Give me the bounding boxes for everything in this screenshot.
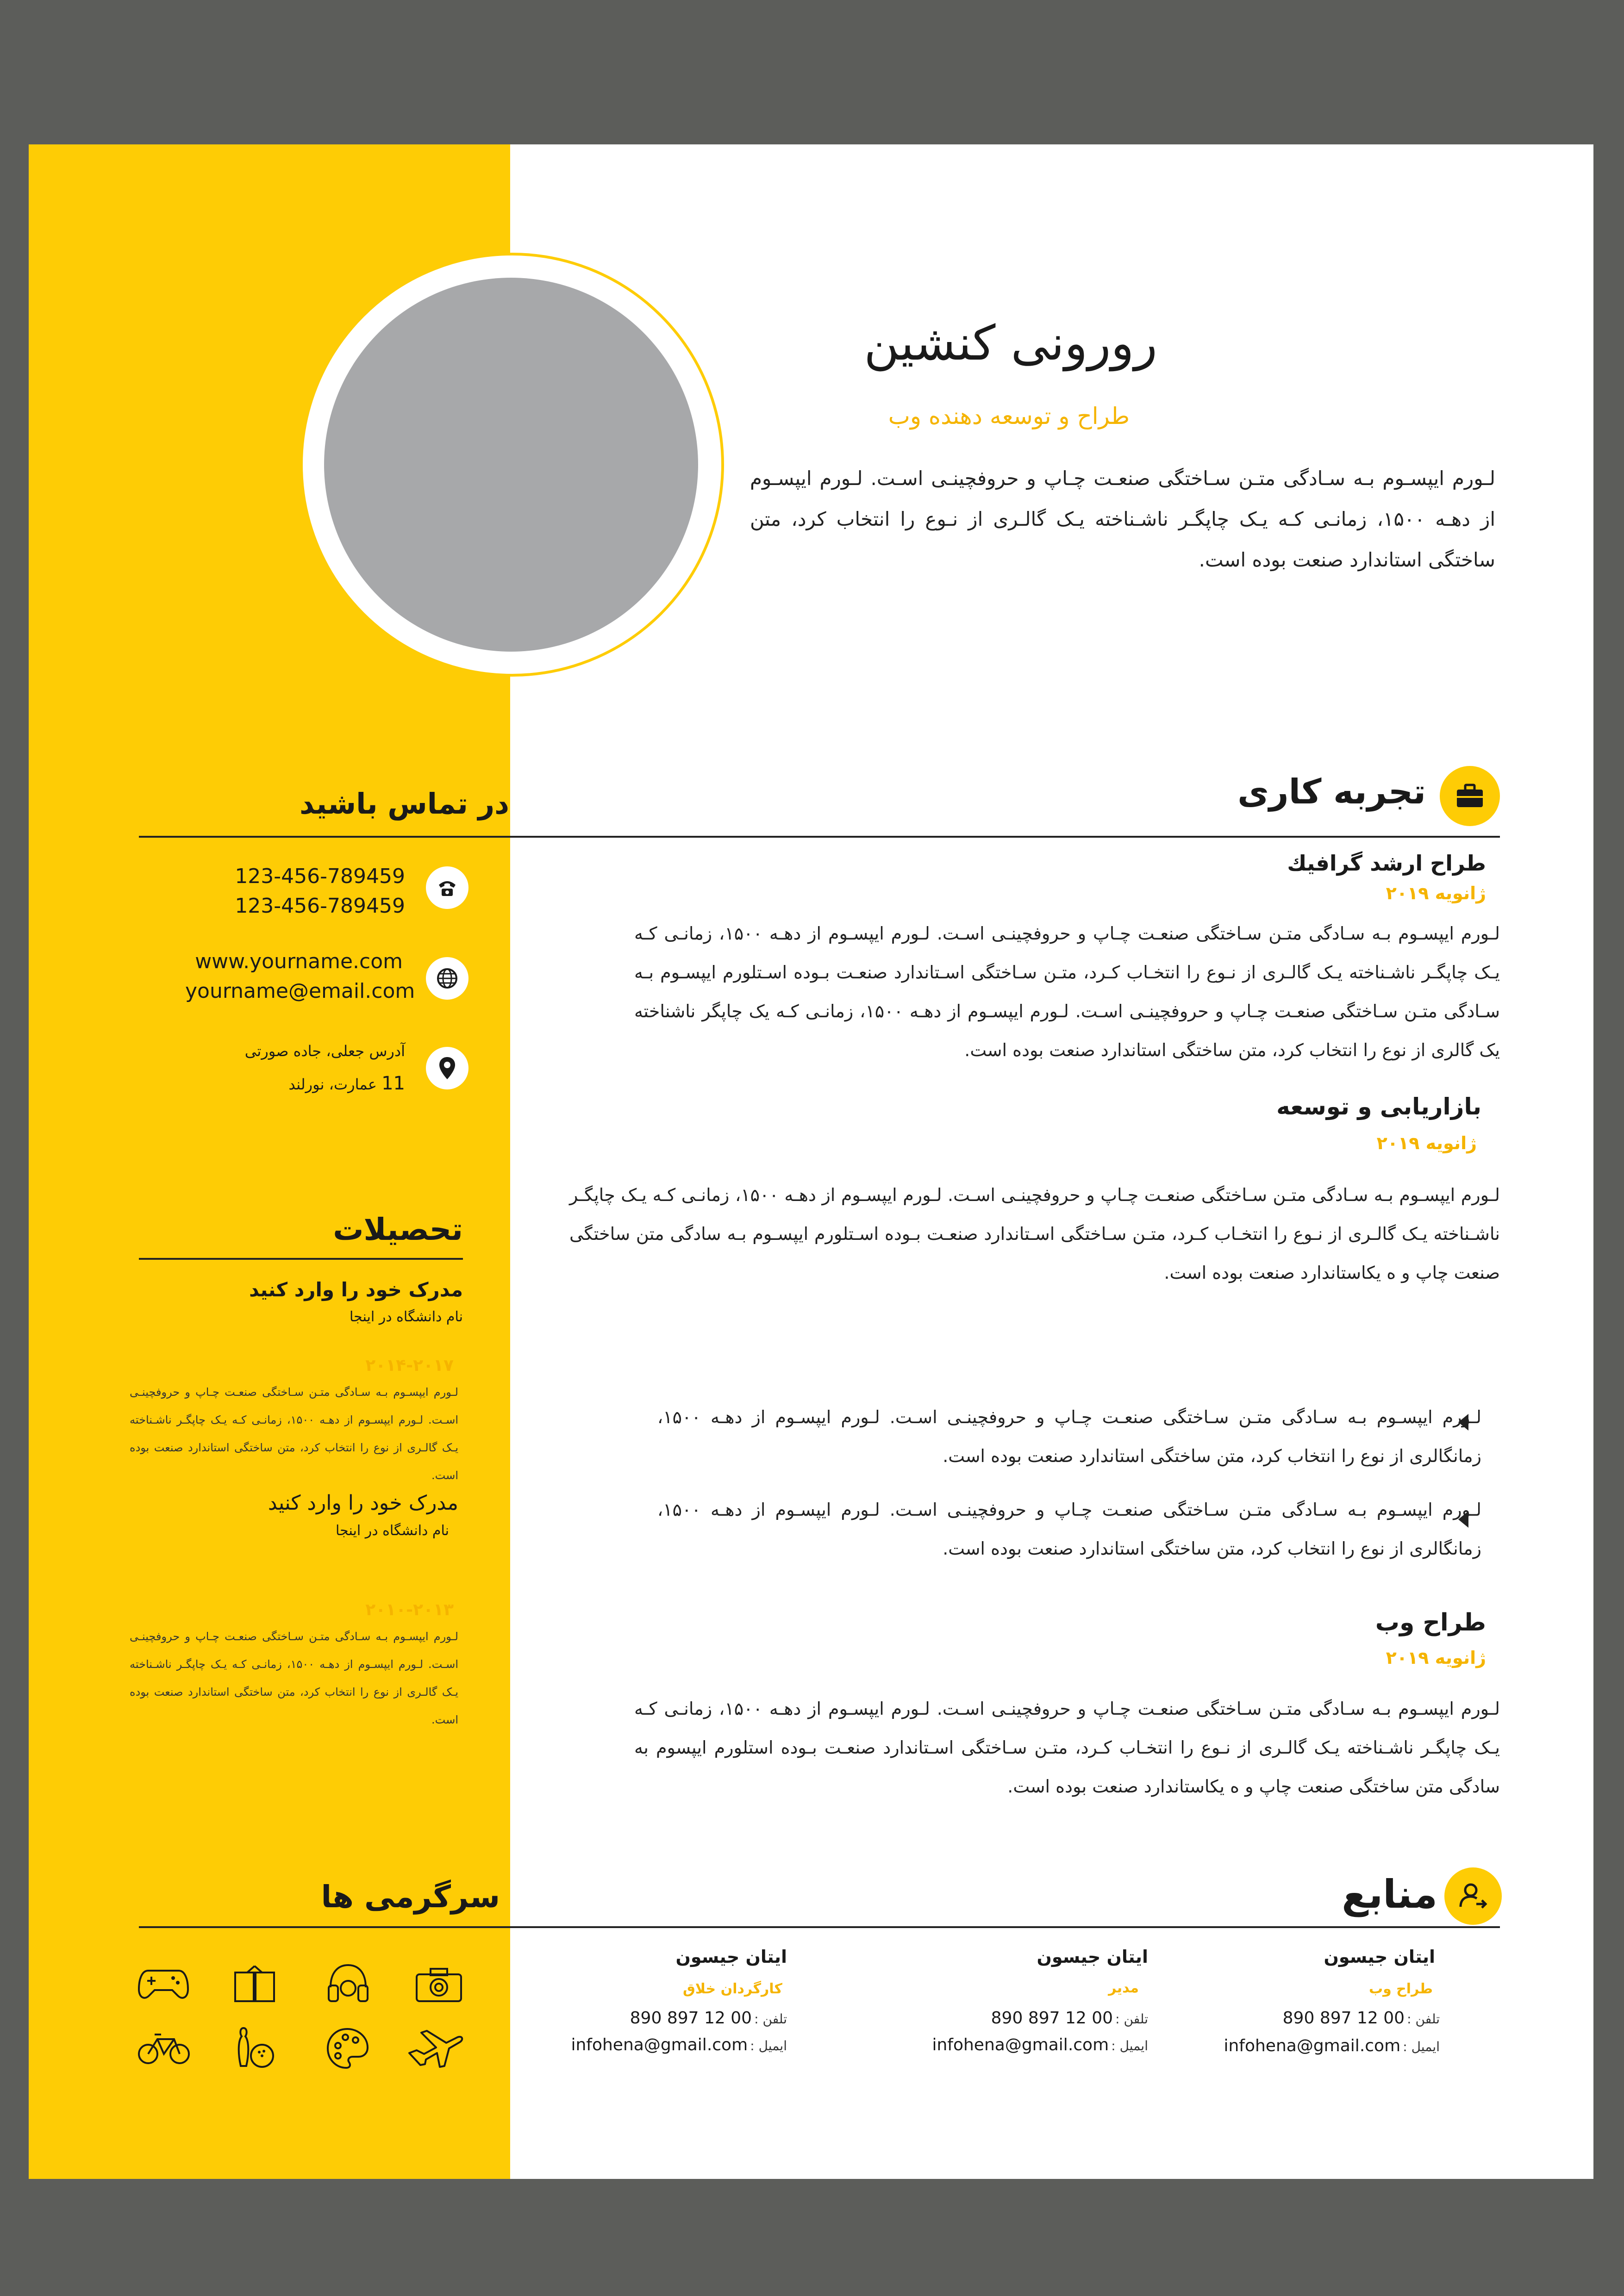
ref-1-phone-row: [1204, 2009, 1440, 2028]
education-divider: [139, 1258, 463, 1260]
ref-1-role: طراح وب: [1368, 1981, 1433, 1997]
camera-icon: [415, 1967, 463, 2003]
email-label: ایمیل :: [1403, 2039, 1440, 2054]
phone-2[interactable]: 123-456-789459: [235, 894, 405, 918]
ref-1-phone[interactable]: 890 897 12 00: [1282, 2009, 1405, 2028]
address-line-1: آدرس جعلی، جاده صورتی: [244, 1042, 405, 1060]
ref-2-role: مدیر: [1108, 1980, 1139, 1996]
job-2-text: لـورم ایپسـوم بـه سـادگی متـن سـاختگی صنعـت چـاپ و حروفچینـی اسـت. لـورم ایپسـوم از دهـه ۱۵۰۰، زمانـی کـه یـک چاپگـر ناشـناخته یـک گالـری از نـوع را انتخـاب کـرد، متـن سـاختگی اسـتاندارد صنعـت بـوده اسـتلورم ایپسـوم بـه سادگی متن ساختگی صنعت چاپ و ه یکاستاندارد صنعت بوده است.: [569, 1185, 1500, 1283]
phone-label: تلفن :: [1407, 2011, 1440, 2027]
bottom-divider: [139, 1926, 1500, 1928]
experience-heading: تجربه کاری: [1237, 772, 1426, 812]
ref-2-phone-row: [907, 2009, 1148, 2028]
book-icon: [233, 1962, 276, 2005]
references-heading: منابع: [1342, 1872, 1437, 1917]
edu-2-degree: مدرک خود را وارد کنید: [268, 1491, 458, 1515]
user-share-icon: [1444, 1867, 1502, 1925]
ref-3-phone-row: [556, 2009, 787, 2028]
bowling-icon: [233, 2026, 276, 2069]
profile-photo: [324, 278, 698, 652]
address-text: عمارت، نورلند: [288, 1076, 377, 1093]
ref-2-email[interactable]: infohena@gmail.com: [932, 2035, 1109, 2054]
globe-icon: [426, 957, 468, 1000]
job-2-date: ژانویه ۲۰۱۹: [1376, 1133, 1477, 1153]
job-1-text: لـورم ایپسـوم بـه سـادگی متـن سـاختگی صنعـت چـاپ و حروفچینـی اسـت. لـورم ایپسـوم از دهـه ۱۵۰۰، زمانـی کـه یـک چاپگـر ناشـناخته یـک گالـری از نـوع را انتخـاب کـرد، متـن سـاختگی اسـتاندارد صنعـت بـوده اسـتلورم ایپسـوم بـه سـادگی متـن سـاختگی صنعـت چـاپ و حروفچینـی اسـت. لـورم ایپسـوم از دهـه ۱۵۰۰، زمانـی کـه یک چاپگر ناشناخته یک گالری از نوع را انتخاب کرد، متن ساختگی استاندارد صنعت بوده است.: [634, 923, 1500, 1060]
bullet-1-text: لـورم ایپسـوم بـه سـادگی متـن سـاختگی صنعـت چـاپ و حروفچینـی اسـت. لـورم ایپسـوم از دهـه ۱۵۰۰، زمانگالری از نوع را انتخاب کرد، متن ساختگی استاندارد صنعت بوده است.: [657, 1407, 1481, 1466]
briefcase-icon: [1440, 766, 1500, 826]
email-label: ایمیل :: [750, 2038, 787, 2053]
ref-2-email-row: [907, 2035, 1148, 2054]
ref-2-phone[interactable]: 890 897 12 00: [991, 2009, 1113, 2028]
ref-2-name: ایتان جیسون: [1037, 1947, 1148, 1967]
ref-3-role: کارگردان خلاق: [682, 1981, 782, 1997]
top-divider: [139, 836, 1500, 838]
headphones-icon: [327, 1961, 369, 2006]
job-1-title: طراح ارشد گرافیك: [1287, 851, 1486, 876]
ref-3-name: ایتان جیسون: [675, 1947, 787, 1967]
ref-3-phone[interactable]: 890 897 12 00: [630, 2009, 752, 2028]
ref-1-name: ایتان جیسون: [1324, 1947, 1435, 1967]
edu-1-school: نام دانشگاه در اینجا: [350, 1309, 463, 1325]
address-number: 11: [381, 1073, 405, 1094]
ref-1-email-row: [1204, 2036, 1440, 2055]
bullet-2-text: لـورم ایپسـوم بـه سـادگی متـن سـاختگی صنعـت چـاپ و حروفچینـی اسـت. لـورم ایپسـوم از دهـه ۱۵۰۰، زمانگالری از نوع را انتخاب کرد، متن ساختگی استاندارد صنعت بوده است.: [657, 1500, 1481, 1559]
person-name: رورونی کنشین: [864, 315, 1157, 371]
phone-label: تلفن :: [1115, 2011, 1148, 2027]
job-title: طراح و توسعه دهنده وب: [888, 403, 1130, 429]
education-heading: تحصیلات: [333, 1212, 463, 1247]
summary-text: لـورم ایپسـوم بـه سـادگی متـن سـاختگی صنعـت چـاپ و حروفچینـی اسـت. لـورم ایپسـوم از دهـه ۱۵۰۰، زمانـی کـه یـک چاپگـر ناشـناخته یـک گالـری از نـوع را انتخاب کرد، متن ساختگی استاندارد صنعت بوده است.: [750, 467, 1495, 571]
website-link[interactable]: www.yourname.com: [195, 950, 403, 973]
email-label: ایمیل :: [1111, 2038, 1148, 2053]
palette-icon: [326, 2027, 369, 2070]
phone-icon: [426, 866, 468, 909]
job-1-date: ژانویه ۲۰۱۹: [1386, 883, 1486, 903]
edu-1-years: ۲۰۱۴-۲۰۱۷: [365, 1356, 454, 1375]
job-3-text: لـورم ایپسـوم بـه سـادگی متـن سـاختگی صنعـت چـاپ و حروفچینـی اسـت. لـورم ایپسـوم از دهـه ۱۵۰۰، زمانـی کـه یـک چاپگـر ناشـناخته یـک گالـری از نـوع را انتخـاب کـرد، متـن سـاختگی اسـتاندارد صنعـت بـوده استلورم ایپسوم به سادگی متن ساختگی صنعت چاپ و ه یکاستاندارد صنعت بوده است.: [634, 1699, 1500, 1797]
airplane-icon: [407, 2027, 465, 2068]
phone-label: تلفن :: [754, 2011, 787, 2027]
contact-heading: در تماس باشید: [299, 787, 509, 821]
edu-1-degree: مدرک خود را وارد کنید: [249, 1278, 463, 1301]
phone-1[interactable]: 123-456-789459: [235, 865, 405, 888]
job-3-title: طراح وب: [1375, 1609, 1486, 1636]
ref-3-email-row: [556, 2035, 787, 2054]
ref-1-email[interactable]: infohena@gmail.com: [1224, 2036, 1401, 2055]
location-pin-icon: [426, 1047, 468, 1089]
edu-1-text: لـورم ایپسـوم بـه سـادگی متـن سـاختگی صنعـت چـاپ و حروفچینـی اسـت. لـورم ایپسـوم از دهـه ۱۵۰۰، زمانـی کـه یـک چاپگـر ناشـناخته یـک گالـری از نوع را انتخاب کرد، متن ساختگی استاندارد صنعت بوده است.: [130, 1386, 458, 1482]
bicycle-icon: [137, 2029, 191, 2066]
edu-2-years: ۲۰۱۰-۲۰۱۳: [365, 1600, 454, 1619]
job-3-date: ژانویه ۲۰۱۹: [1386, 1648, 1486, 1668]
gamepad-icon: [137, 1966, 190, 2003]
hobbies-heading: سرگرمی ها: [321, 1879, 500, 1915]
email-link[interactable]: yourname@email.com: [185, 979, 415, 1003]
edu-2-text: لـورم ایپسـوم بـه سـادگی متـن سـاختگی صنعـت چـاپ و حروفچینـی اسـت. لـورم ایپسـوم از دهـه ۱۵۰۰، زمانـی کـه یـک چاپگـر ناشـناخته یـک گالـری از نوع را انتخاب کرد، متن ساختگی استاندارد صنعت بوده است.: [130, 1630, 458, 1726]
address-line-2: [194, 1073, 405, 1094]
edu-2-school: نام دانشگاه در اینجا: [336, 1523, 449, 1539]
job-2-title: بازاریابی و توسعه: [1276, 1093, 1481, 1120]
ref-3-email[interactable]: infohena@gmail.com: [571, 2035, 748, 2054]
